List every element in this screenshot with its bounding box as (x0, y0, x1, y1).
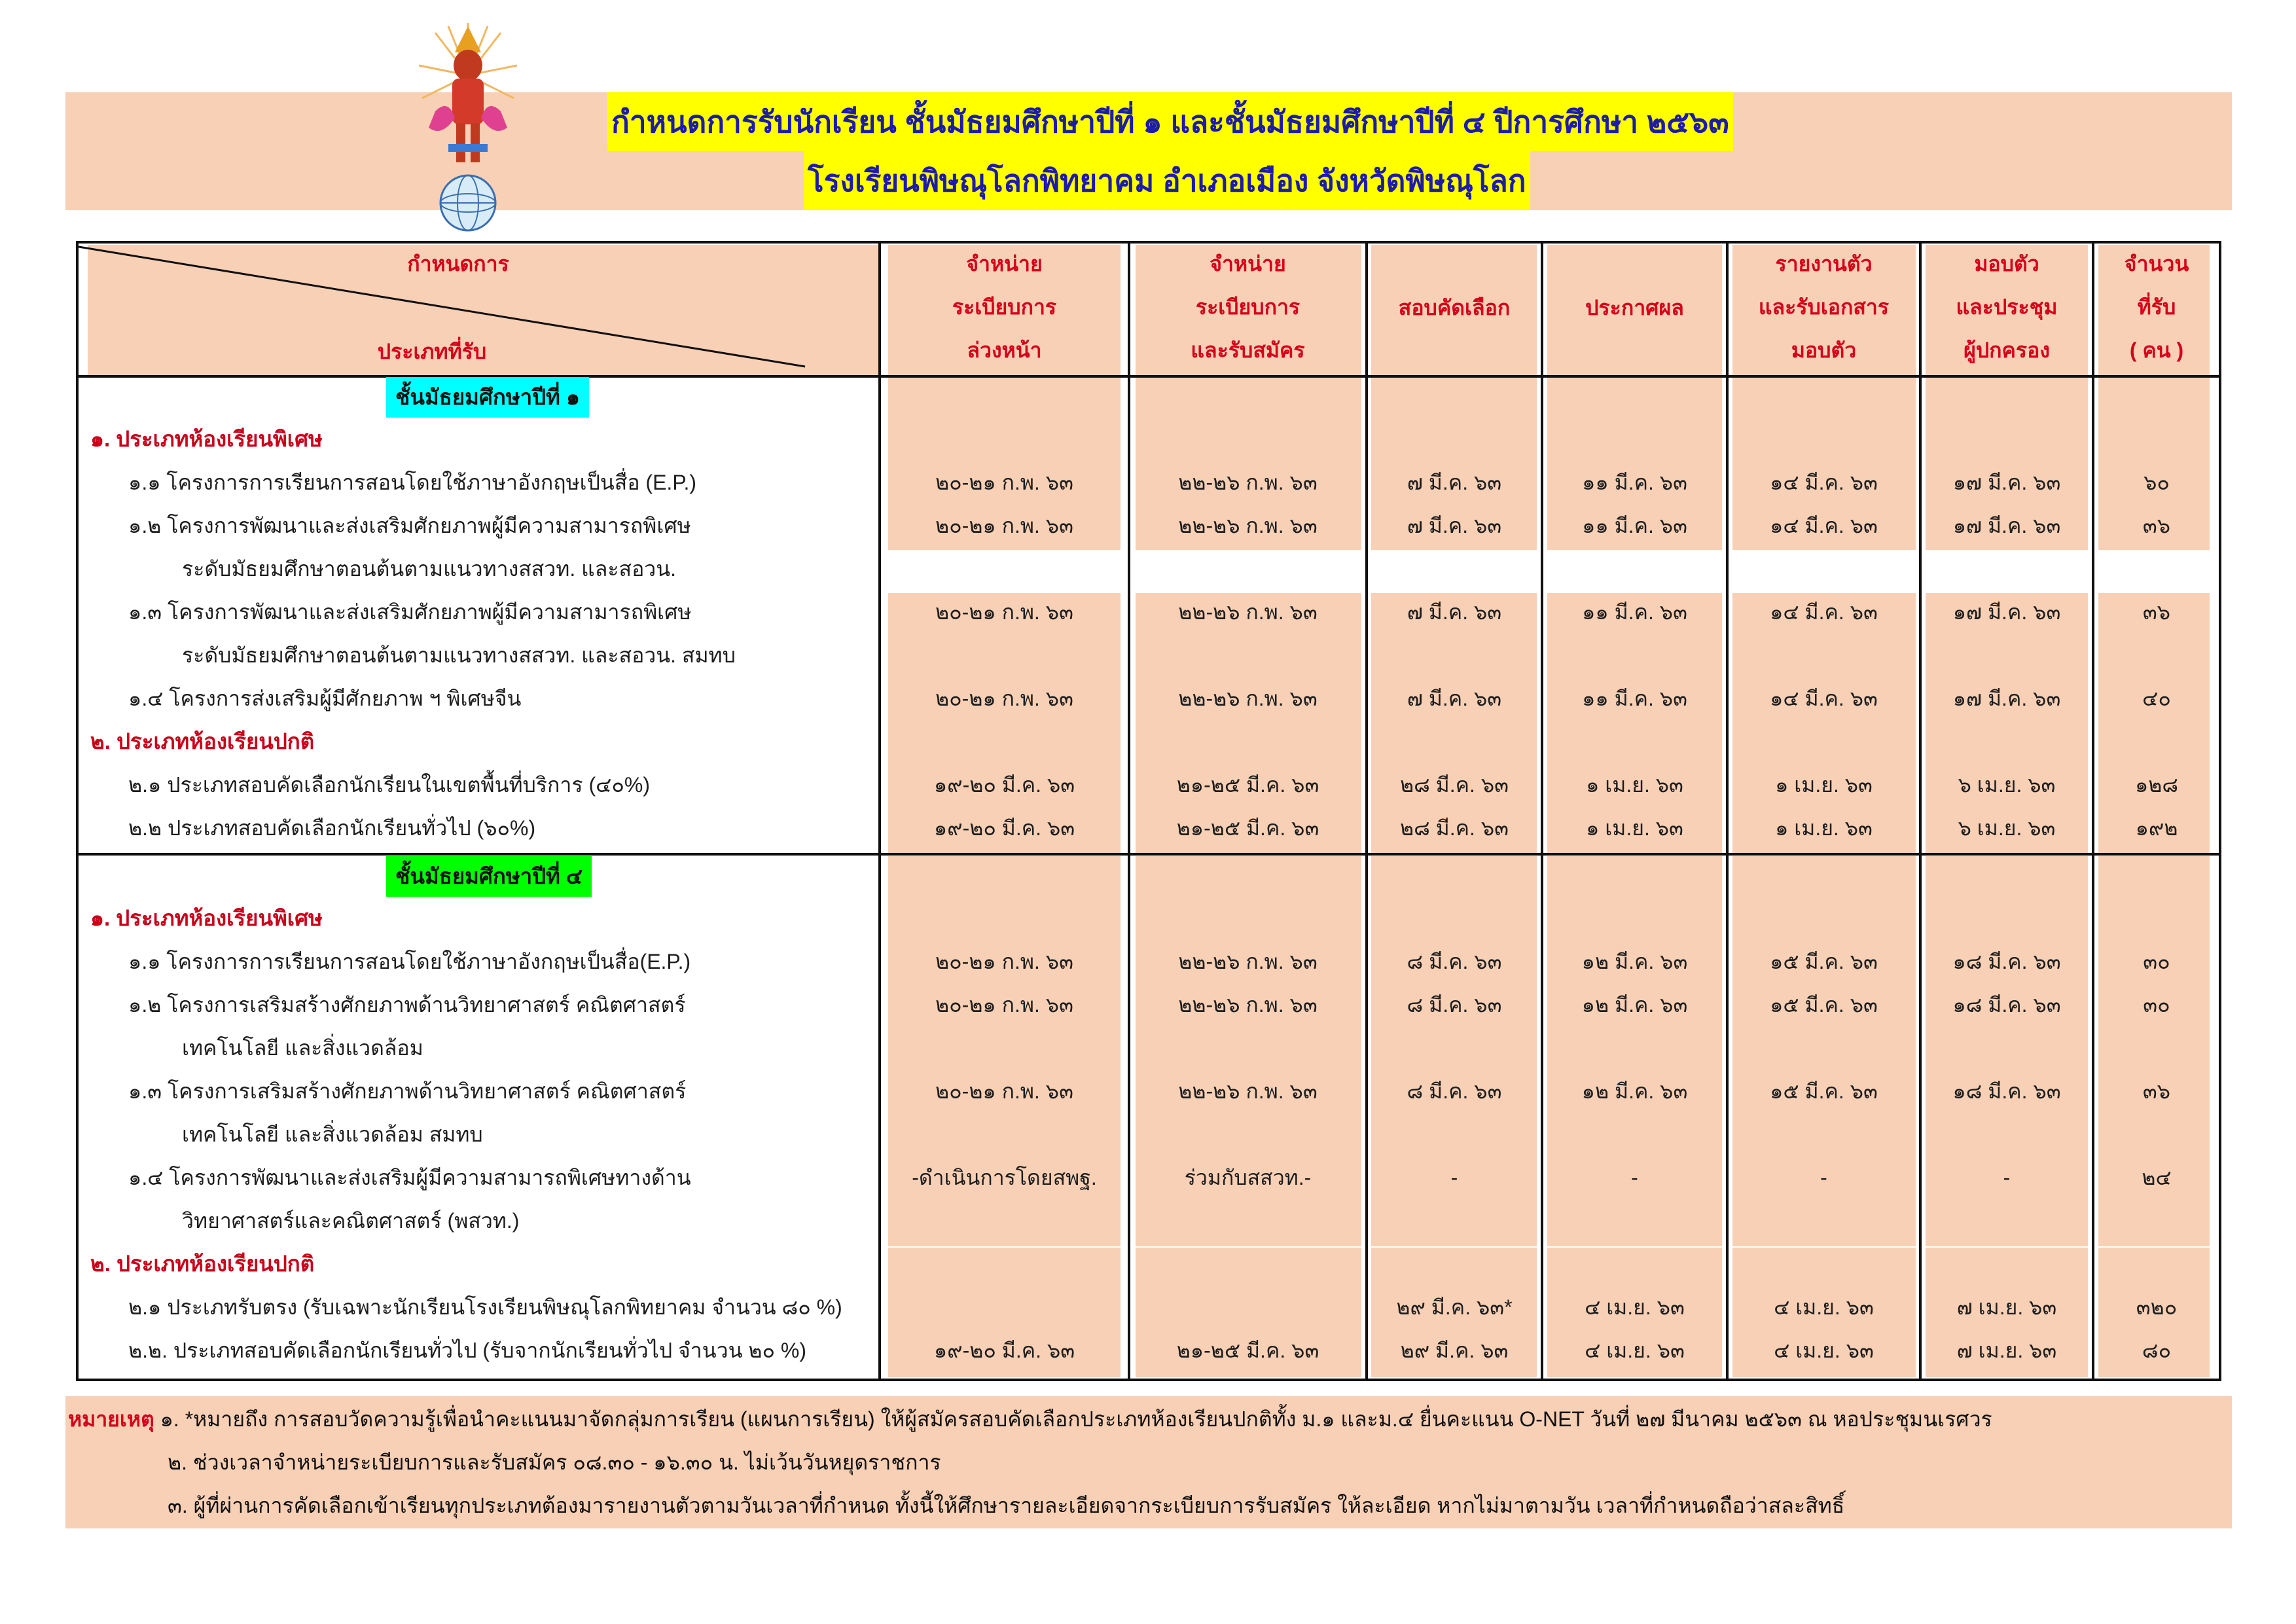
note-2: ๒. ช่วงเวลาจำหน่ายระเบียบการและรับสมัคร ๐๘.๓๐ - ๑๖.๓๐ น. ไม่เว้นวันหยุดราชการ (168, 1451, 941, 1474)
col-header-6: มอบตัว และประชุม ผู้ปกครอง (1956, 252, 2058, 362)
table-cell: ๑ เม.ย. ๖๓ (1775, 773, 1873, 797)
table-cell: ๔ เม.ย. ๖๓ (1585, 1295, 1685, 1319)
section-heading: ๒. ประเภทห้องเรียนปกติ (90, 729, 315, 753)
table-cell: ๗ มี.ค. ๖๓ (1407, 600, 1502, 624)
section-heading: ๑. ประเภทห้องเรียนพิเศษ (90, 427, 323, 451)
table-cell: ๒๐-๒๑ ก.พ. ๖๓ (935, 514, 1073, 537)
table-cell: ๑๘ มี.ค. ๖๓ (1952, 950, 2061, 973)
table-cell: ๒๐-๒๑ ก.พ. ๖๓ (935, 600, 1073, 624)
table-cell: ๑๔ มี.ค. ๖๓ (1770, 600, 1878, 624)
table-cell: ๒๐-๒๑ ก.พ. ๖๓ (935, 471, 1073, 494)
level-banner-m1: ชั้นมัธยมศึกษาปีที่ ๑ (386, 377, 589, 418)
table-cell: ๒๐-๒๑ ก.พ. ๖๓ (935, 993, 1073, 1017)
table-cell: - (1631, 1166, 1638, 1189)
table-cell: ๔ เม.ย. ๖๓ (1774, 1295, 1874, 1319)
table-cell: ๑๑ มี.ค. ๖๓ (1582, 687, 1687, 710)
table-cell: ๑๙-๒๐ มี.ค. ๖๓ (933, 816, 1075, 840)
table-cell: ๒๘ มี.ค. ๖๓ (1399, 773, 1509, 797)
table-cell: ๒๒-๒๖ ก.พ. ๖๓ (1178, 950, 1318, 973)
table-cell: ๒๐-๒๑ ก.พ. ๖๓ (935, 950, 1073, 973)
table-cell: ๖๐ (2144, 471, 2170, 494)
table-cell: -ดำเนินการโดยสพฐ. (912, 1166, 1097, 1189)
table-cell: ๑๔ มี.ค. ๖๓ (1770, 471, 1878, 494)
notes-key (68, 1398, 1992, 1441)
table-cell: ๗ มี.ค. ๖๓ (1407, 687, 1502, 710)
table-cell: ๔ เม.ย. ๖๓ (1774, 1339, 1874, 1362)
row-label: ๒.๑ ประเภทรับตรง (รับเฉพาะนักเรียนโรงเรียนพิษณุโลกพิทยาคม จำนวน ๘๐ %) (128, 1295, 842, 1319)
table-cell: ๑ เม.ย. ๖๓ (1586, 773, 1683, 797)
table-cell: - (1820, 1166, 1827, 1189)
table-cell: ๑ เม.ย. ๖๓ (1586, 816, 1683, 840)
table-cell: ๑๕ มี.ค. ๖๓ (1770, 1079, 1878, 1103)
note-1: ๑. *หมายถึง การสอบวัดความรู้เพื่อนำคะแนนมาจัดกลุ่มการเรียน (แผนการเรียน) ให้ผู้สมัครสอบคัดเลือกประเภทห้องเรียนปกติทั้ง ม.๑ และม.๔ ยื่นคะแนน O-NET วันที่ ๒๗ มีนาคม ๒๕๖๓ ณ หอประชุมนเรศวร (160, 1407, 1992, 1431)
table-cell: ๑๒๘ (2134, 773, 2179, 797)
row-label-continued: ระดับมัธยมศึกษาตอนต้นตามแนวทางสสวท. และสอวน. สมทบ (182, 643, 736, 667)
table-cell: ๗ มี.ค. ๖๓ (1407, 514, 1502, 537)
col-header-1: จำหน่าย ระเบียบการ ล่วงหน้า (952, 252, 1057, 362)
table-cell: ๗ เม.ย. ๖๓ (1956, 1295, 2057, 1319)
table-cell: ๗ เม.ย. ๖๓ (1956, 1339, 2057, 1362)
table-cell (1128, 1286, 1368, 1329)
table-cell: ๖ เม.ย. ๖๓ (1958, 773, 2056, 797)
table-cell: ๖ เม.ย. ๖๓ (1958, 816, 2056, 840)
table-cell: ๑๘ มี.ค. ๖๓ (1952, 993, 2061, 1017)
section-heading: ๒. ประเภทห้องเรียนปกติ (90, 1252, 315, 1276)
table-cell (878, 1286, 1130, 1329)
table-cell: ๒๐-๒๑ ก.พ. ๖๓ (935, 1079, 1073, 1103)
table-cell: ๑๑ มี.ค. ๖๓ (1582, 471, 1687, 494)
table-cell: ๒๒-๒๖ ก.พ. ๖๓ (1178, 1079, 1318, 1103)
row-label: ๑.๑ โครงการการเรียนการสอนโดยใช้ภาษาอังกฤษเป็นสื่อ (E.P.) (128, 471, 697, 494)
table-cell: ๑๘ มี.ค. ๖๓ (1952, 1079, 2061, 1103)
table-cell: ๑๒ มี.ค. ๖๓ (1581, 993, 1688, 1017)
table-cell: ๘ มี.ค. ๖๓ (1407, 950, 1502, 973)
table-cell: - (2003, 1166, 2011, 1189)
col-header-3: สอบคัดเลือก (1398, 296, 1511, 319)
table-cell: ๒๒-๒๖ ก.พ. ๖๓ (1178, 514, 1318, 537)
row-label-continued: ระดับมัธยมศึกษาตอนต้นตามแนวทางสสวท. และสอวน. (182, 557, 677, 581)
table-cell: ๑๔ มี.ค. ๖๓ (1770, 687, 1878, 710)
table-cell: ๑๔ มี.ค. ๖๓ (1770, 514, 1878, 537)
table-cell: ๑๕ มี.ค. ๖๓ (1770, 993, 1878, 1017)
table-cell: ๒๔ (2142, 1166, 2172, 1189)
table-cell: ร่วมกับสสวท.- (1184, 1166, 1312, 1189)
table-cell: ๑๗ มี.ค. ๖๓ (1952, 687, 2061, 710)
table-cell: ๓๒๐ (2136, 1295, 2178, 1319)
note-3: ๓. ผู้ที่ผ่านการคัดเลือกเข้าเรียนทุกประเภทต้องมารายงานตัวตามวันเวลาที่กำหนด ทั้งนี้ให้ศึกษารายละเอียดจากระเบียบการรับสมัคร ให้ละเอียด หากไม่มาตามวัน เวลาที่กำหนดถือว่าสละสิทธิ์ (168, 1494, 1845, 1517)
page-title: กำหนดการรับนักเรียน ชั้นมัธยมศึกษาปีที่ ๑ และชั้นมัธยมศึกษาปีที่ ๔ ปีการศึกษา ๒๕๖๓ (607, 92, 1733, 151)
table-cell: ๑๕ มี.ค. ๖๓ (1770, 950, 1878, 973)
row-label: ๒.๑ ประเภทสอบคัดเลือกนักเรียนในเขตพื้นที่บริการ (๔๐%) (128, 773, 650, 797)
level-divider (76, 853, 2221, 856)
table-cell: ๑๑ มี.ค. ๖๓ (1582, 600, 1687, 624)
table-cell: ๒๑-๒๕ มี.ค. ๖๓ (1176, 816, 1319, 840)
table-cell: ๒๐-๒๑ ก.พ. ๖๓ (935, 687, 1073, 710)
table-cell: ๘๐ (2142, 1339, 2172, 1362)
row-label: ๑.๔ โครงการส่งเสริมผู้มีศักยภาพ ฯ พิเศษจีน (128, 687, 522, 710)
table-cell: ๒๑-๒๕ มี.ค. ๖๓ (1176, 1339, 1319, 1362)
notes-label: หมายเหตุ (68, 1407, 154, 1431)
table-cell: ๘ มี.ค. ๖๓ (1407, 1079, 1502, 1103)
table-cell: ๔๐ (2142, 687, 2171, 710)
row-label: ๑.๓ โครงการเสริมสร้างศักยภาพด้านวิทยาศาสตร์ คณิตศาสตร์ (128, 1079, 687, 1103)
corner-header-top: กำหนดการ (407, 252, 509, 276)
table-cell: ๒๘ มี.ค. ๖๓ (1399, 816, 1509, 840)
table-cell: ๑๗ มี.ค. ๖๓ (1952, 471, 2061, 494)
table-cell: ๒๑-๒๕ มี.ค. ๖๓ (1176, 773, 1319, 797)
section-heading: ๑. ประเภทห้องเรียนพิเศษ (90, 906, 323, 930)
row-label: ๒.๒. ประเภทสอบคัดเลือกนักเรียนทั่วไป (รับจากนักเรียนทั่วไป จำนวน ๒๐ %) (128, 1339, 806, 1362)
table-cell: ๑ เม.ย. ๖๓ (1775, 816, 1873, 840)
row-label: ๑.๔ โครงการพัฒนาและส่งเสริมผู้มีความสามารถพิเศษทางด้าน (128, 1166, 691, 1189)
school-emblem-icon (409, 13, 527, 236)
row-label: ๑.๒ โครงการเสริมสร้างศักยภาพด้านวิทยาศาสตร์ คณิตศาสตร์ (128, 993, 686, 1017)
row-label: ๒.๒ ประเภทสอบคัดเลือกนักเรียนทั่วไป (๖๐%) (128, 816, 536, 840)
table-cell: ๑๙๒ (2135, 816, 2178, 840)
col-header-7: จำนวน ที่รับ ( คน ) (2124, 252, 2189, 362)
row-label-continued: เทคโนโลยี และสิ่งแวดล้อม (182, 1036, 423, 1060)
table-cell: ๓๐ (2143, 950, 2170, 973)
table-cell: ๒๙ มี.ค. ๖๓ (1400, 1339, 1509, 1362)
table-cell: ๓๖ (2142, 600, 2171, 624)
table-cell: ๒๒-๒๖ ก.พ. ๖๓ (1178, 471, 1318, 494)
table-cell: ๒๒-๒๖ ก.พ. ๖๓ (1178, 993, 1318, 1017)
row-label: ๑.๑ โครงการการเรียนการสอนโดยใช้ภาษาอังกฤษเป็นสื่อ(E.P.) (128, 950, 691, 973)
table-cell: ๑๑ มี.ค. ๖๓ (1582, 514, 1687, 537)
table-cell: ๑๒ มี.ค. ๖๓ (1581, 1079, 1688, 1103)
school-name: โรงเรียนพิษณุโลกพิทยาคม อำเภอเมือง จังหวัดพิษณุโลก (804, 151, 1530, 210)
table-cell: ๑๙-๒๐ มี.ค. ๖๓ (933, 1339, 1075, 1362)
row-label: ๑.๓ โครงการพัฒนาและส่งเสริมศักยภาพผู้มีความสามารถพิเศษ (128, 600, 692, 624)
col-header-4: ประกาศผล (1585, 296, 1684, 319)
table-cell: - (1450, 1166, 1458, 1189)
table-cell: ๔ เม.ย. ๖๓ (1585, 1339, 1685, 1362)
level-banner-m4: ชั้นมัธยมศึกษาปีที่ ๔ (386, 856, 592, 897)
table-cell: ๒๙ มี.ค. ๖๓* (1396, 1295, 1513, 1319)
corner-header-bottom: ประเภทที่รับ (377, 340, 487, 363)
table-cell: ๓๖ (2142, 514, 2171, 537)
table-cell: ๑๗ มี.ค. ๖๓ (1952, 514, 2061, 537)
table-cell: ๓๖ (2142, 1079, 2171, 1103)
table-cell: ๒๒-๒๖ ก.พ. ๖๓ (1178, 687, 1318, 710)
table-cell: ๒๒-๒๖ ก.พ. ๖๓ (1178, 600, 1318, 624)
table-cell: ๗ มี.ค. ๖๓ (1407, 471, 1502, 494)
row-label-continued: วิทยาศาสตร์และคณิตศาสตร์ (พสวท.) (182, 1209, 520, 1233)
table-cell: ๑๙-๒๐ มี.ค. ๖๓ (933, 773, 1075, 797)
col-header-5: รายงานตัว และรับเอกสาร มอบตัว (1758, 252, 1890, 362)
col-header-2: จำหน่าย ระเบียบการ และรับสมัคร (1191, 252, 1305, 362)
table-cell: ๑๒ มี.ค. ๖๓ (1581, 950, 1688, 973)
table-cell: ๑๗ มี.ค. ๖๓ (1952, 600, 2061, 624)
table-cell: ๓๐ (2143, 993, 2170, 1017)
row-label: ๑.๒ โครงการพัฒนาและส่งเสริมศักยภาพผู้มีความสามารถพิเศษ (128, 514, 691, 537)
row-label-continued: เทคโนโลยี และสิ่งแวดล้อม สมทบ (182, 1123, 483, 1146)
table-cell: ๘ มี.ค. ๖๓ (1407, 993, 1502, 1017)
